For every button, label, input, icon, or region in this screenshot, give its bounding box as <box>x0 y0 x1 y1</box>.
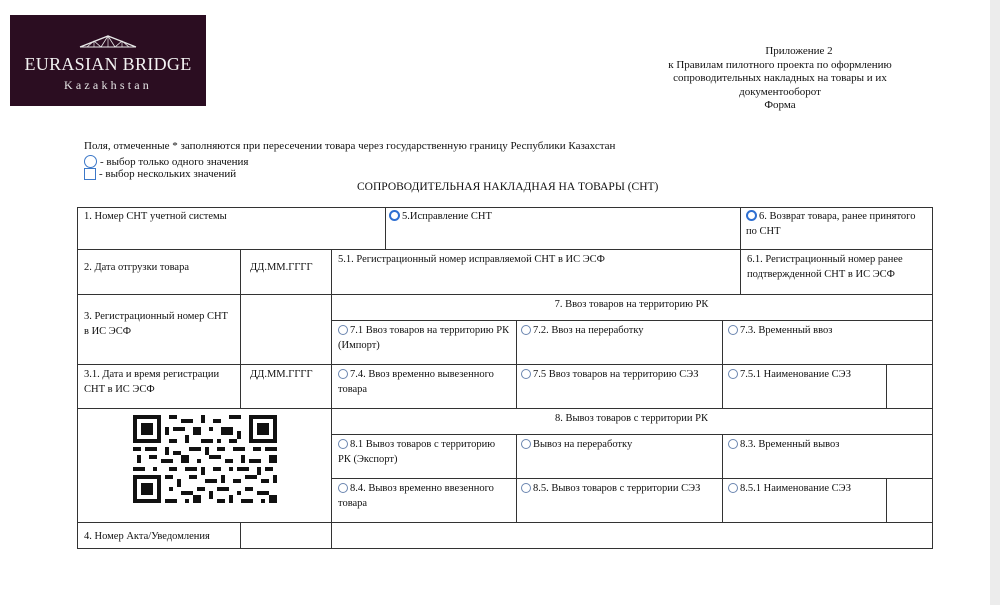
document-title: СОПРОВОДИТЕЛЬНАЯ НАКЛАДНАЯ НА ТОВАРЫ (СНТ) <box>357 181 659 193</box>
option-8-5-1-label: 8.5.1 Наименование СЭЗ <box>740 483 851 494</box>
radio-icon[interactable] <box>746 210 757 221</box>
option-8-3-label: 8.3. Временный вывоз <box>740 439 840 450</box>
field-6-1-label: 6.1. Регистрационный номер ранее подтвержденной СНТ в ИС ЭСФ <box>747 254 903 280</box>
annex-line-5: Форма <box>764 99 796 111</box>
option-7-2[interactable] <box>521 323 644 338</box>
option-7-4[interactable] <box>338 367 510 397</box>
option-8-1-label: 8.1 Вывоз товаров с территорию РК (Экспорт) <box>338 439 496 465</box>
radio-icon[interactable] <box>521 483 531 493</box>
option-8-2[interactable] <box>521 437 632 452</box>
option-8-4-label: 8.4. Вывоз временно ввезенного товара <box>338 483 494 509</box>
option-7-3[interactable] <box>728 323 832 338</box>
field-5-1-label: 5.1. Регистрационный номер исправляемой СНТ в ИС ЭСФ <box>338 254 605 265</box>
field-3-1-label: 3.1. Дата и время регистрации СНТ в ИС ЭСФ <box>84 369 220 395</box>
option-7-5-1[interactable] <box>728 367 851 382</box>
radio-icon[interactable] <box>521 439 531 449</box>
annex-line-2: к Правилам пилотного проекта по оформлению <box>668 58 892 71</box>
section-7-heading: 7. Ввоз товаров на территорию РК <box>554 299 709 310</box>
field-6[interactable] <box>746 209 926 239</box>
option-8-2-label: Вывоз на переработку <box>533 439 633 450</box>
option-8-4[interactable] <box>338 481 510 511</box>
annex-line-4: документооборот <box>739 85 821 98</box>
field-3-1-date-input[interactable]: ДД.ММ.ГГГГ <box>250 369 313 380</box>
option-8-3[interactable] <box>728 437 839 452</box>
qr-code <box>133 415 277 503</box>
option-8-5-label: 8.5. Вывоз товаров с территории СЭЗ <box>533 483 701 494</box>
field-2-label: 2. Дата отгрузки товара <box>84 262 190 273</box>
option-7-5[interactable] <box>521 367 716 382</box>
field-6-label: 6. Возврат товара, ранее принятого по СНТ <box>746 211 916 237</box>
radio-icon[interactable] <box>728 483 738 493</box>
option-7-5-label: 7.5 Ввоз товаров на территорию СЭЗ <box>533 369 699 380</box>
field-1-label: 1. Номер СНТ учетной системы <box>84 211 227 222</box>
radio-icon[interactable] <box>338 439 348 449</box>
option-7-1-label: 7.1 Ввоз товаров на территорию РК (Импорт) <box>338 325 510 351</box>
radio-icon[interactable] <box>728 369 738 379</box>
annex-line-1: Приложение 2 <box>765 45 833 57</box>
required-fields-note: Поля, отмеченные * заполняются при пересечении товара через государственную границу Республики Казахстан <box>84 140 616 152</box>
option-8-5[interactable] <box>521 481 716 496</box>
field-5-label: 5.Исправление СНТ <box>402 211 492 222</box>
option-7-4-label: 7.4. Ввоз временно вывезенного товара <box>338 369 494 395</box>
field-5[interactable] <box>389 209 492 224</box>
radio-icon[interactable] <box>338 369 348 379</box>
option-7-5-1-label: 7.5.1 Наименование СЭЗ <box>740 369 851 380</box>
annex-line-3: сопроводительных накладных на товары и их <box>673 72 887 84</box>
logo-title: EURASIAN BRIDGE <box>24 54 192 74</box>
legend-single-text: - выбор только одного значения <box>100 156 249 168</box>
option-8-1[interactable] <box>338 437 510 467</box>
option-8-5-1[interactable] <box>728 481 851 496</box>
section-8-heading: 8. Вывоз товаров с территории РК <box>554 413 709 424</box>
field-3-label: 3. Регистрационный номер СНТ в ИС ЭСФ <box>84 311 228 337</box>
field-4-label: 4. Номер Акта/Уведомления <box>84 531 210 542</box>
radio-icon[interactable] <box>728 325 738 335</box>
option-7-2-label: 7.2. Ввоз на переработку <box>533 325 644 336</box>
radio-icon[interactable] <box>389 210 400 221</box>
legend-multiple-text: - выбор нескольких значений <box>99 168 237 180</box>
option-7-3-label: 7.3. Временный ввоз <box>740 325 833 336</box>
radio-icon[interactable] <box>338 483 348 493</box>
option-7-1[interactable] <box>338 323 510 353</box>
radio-icon[interactable] <box>338 325 348 335</box>
logo-subtitle: Kazakhstan <box>64 78 152 92</box>
field-2-date-input[interactable]: ДД.ММ.ГГГГ <box>250 262 313 273</box>
radio-icon[interactable] <box>728 439 738 449</box>
radio-icon[interactable] <box>521 325 531 335</box>
radio-icon[interactable] <box>521 369 531 379</box>
